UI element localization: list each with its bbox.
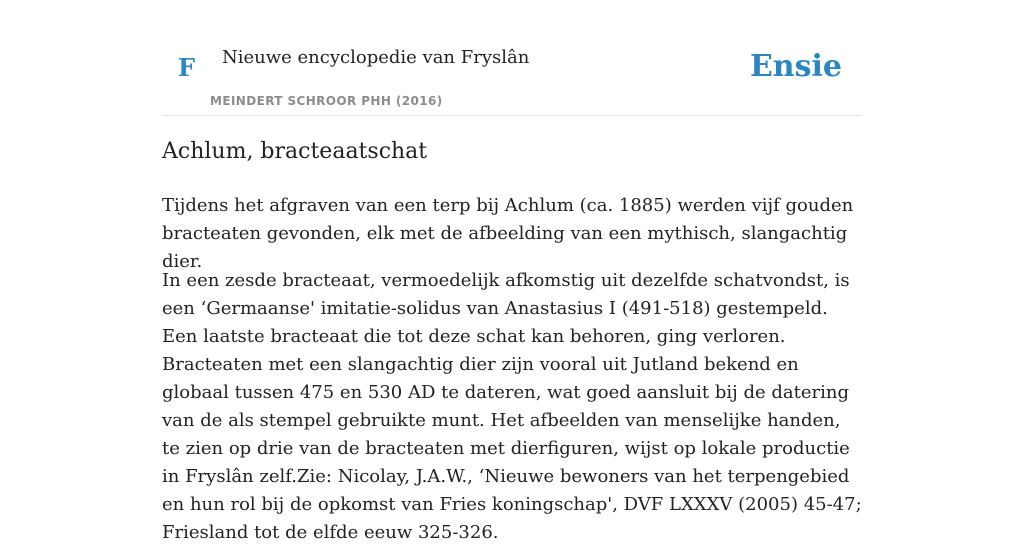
ensie-logo[interactable]: Ensie	[749, 49, 842, 84]
source-author: MEINDERT SCHROOR PHH (2016)	[210, 94, 443, 108]
source-logo[interactable]: F	[178, 53, 196, 82]
article-title: Achlum, bracteaatschat	[162, 139, 428, 164]
content-column	[162, 0, 862, 543]
article-paragraph: Tijdens het afgraven van een terp bij Achlum (ca. 1885) werden vijf gouden bracteaten gevonden, elk met de afbeelding van een mythisch, slangachtig dier.	[162, 195, 854, 272]
source-header	[162, 0, 862, 116]
source-title-link[interactable]: Nieuwe encyclopedie van Fryslân	[222, 47, 530, 68]
article-paragraph: In een zesde bracteaat, vermoedelijk afkomstig uit dezelfde schatvondst, is een ‘Germaanse' imitatie-solidus van Anastasius I (491-518) gestempeld. Een laatste bracteaat die tot deze schat kan behoren, ging verloren. Bracteaten met een slangachtig dier zijn vooral uit Jutland bekend en globaal tussen 475 en 530 AD te dateren, wat goed aansluit bij de datering van de als stempel gebruikte munt. Het afbeelden van menselijke handen, te zien op drie van de bracteaten met dierfiguren, wijst op lokale productie in Fryslân zelf.Zie: Nicolay, J.A.W., ‘Nieuwe bewoners van het terpengebied en hun rol bij de opkomst van Fries koningschap', DVF LXXXV (2005) 45-47; Friesland tot de elfde eeuw 325-326.	[162, 270, 862, 543]
